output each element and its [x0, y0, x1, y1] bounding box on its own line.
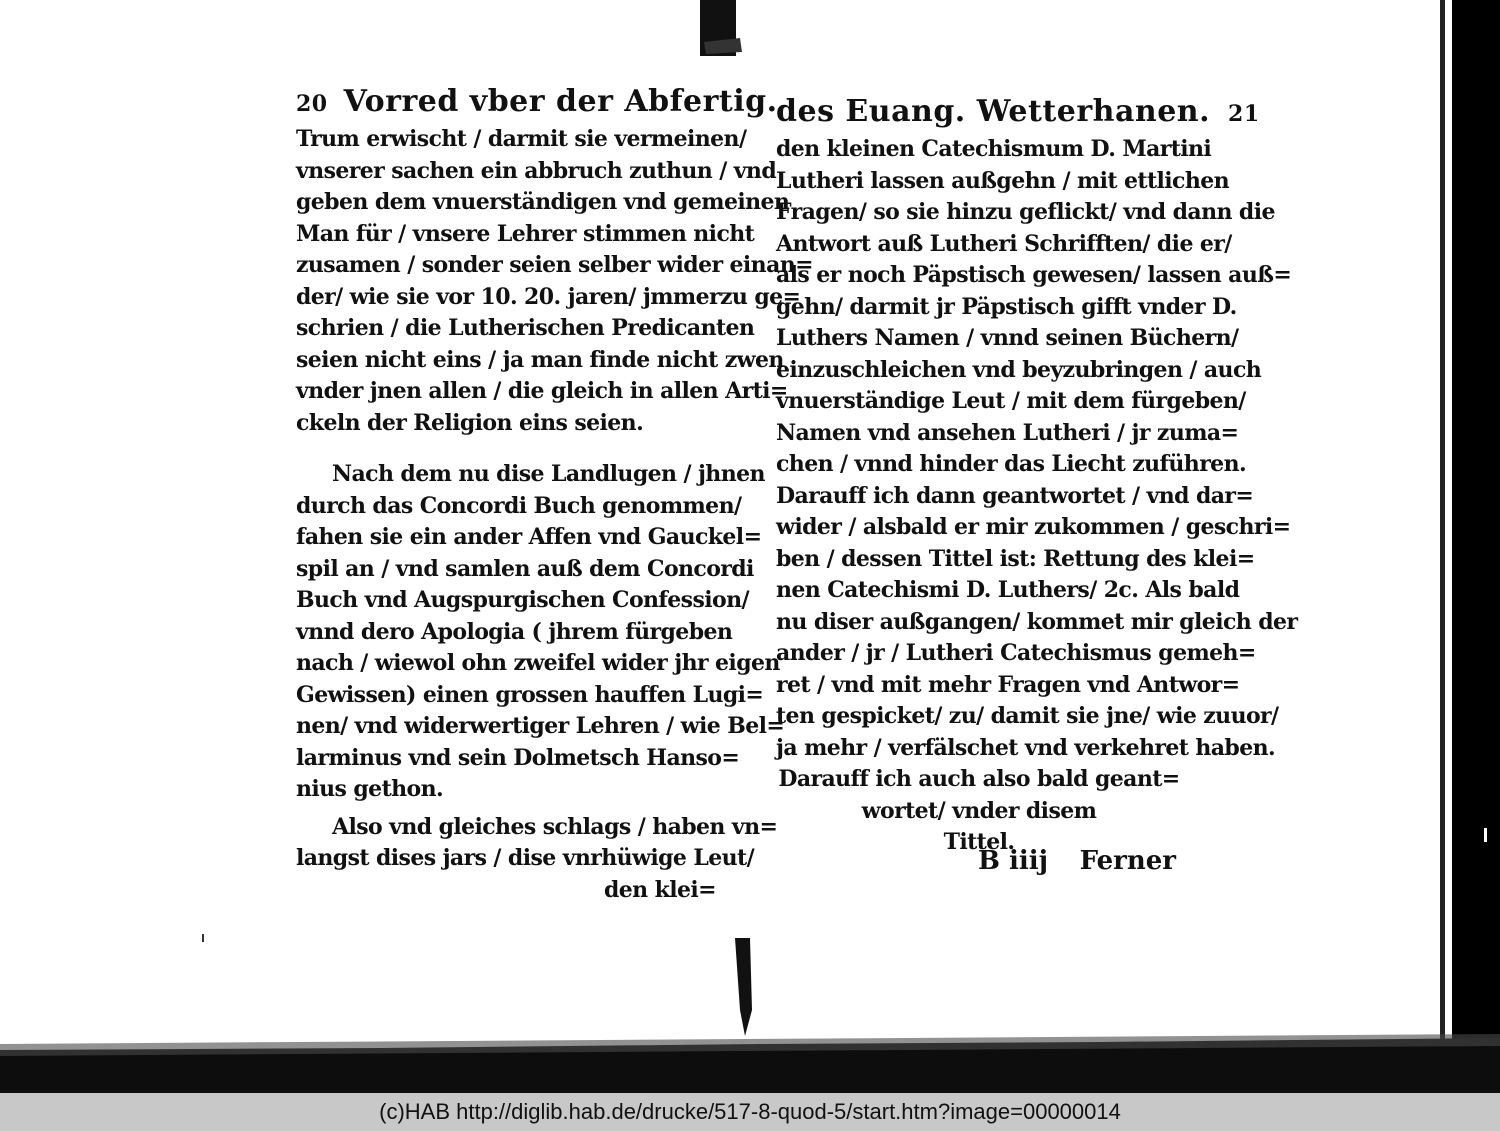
speck — [202, 934, 204, 942]
right-border-shadow — [1452, 0, 1500, 1040]
text-line: geben dem vnuerständigen vnd gemeinen — [296, 189, 790, 215]
text-line: Fragen/ so sie hinzu geflickt/ vnd dann die — [776, 199, 1275, 225]
right-page-number: 21 — [1228, 101, 1260, 127]
text-line: einzuschleichen vnd beyzubringen / auch — [776, 356, 1262, 383]
text-line: schrien / die Lutherischen Predicanten — [296, 315, 755, 341]
text-line: chen / vnnd hinder das Liecht zuführen. — [776, 451, 1247, 477]
text-line: vnnd dero Apologia ( jhrem fürgeben — [296, 618, 733, 645]
signature-mark: B iiij — [978, 846, 1049, 876]
text-line: Luthers Namen / vnnd seinen Büchern/ — [776, 325, 1239, 351]
text-line: wortet/ vnder disem — [861, 797, 1097, 824]
text-line: Nach dem nu dise Landlugen / jhnen — [332, 461, 765, 487]
text-line: Lutheri lassen außgehn / mit ettlichen — [776, 167, 1230, 194]
right-running-head — [776, 92, 1260, 134]
text-line: vnserer sachen ein abbruch zuthun / vnd — [296, 157, 777, 184]
copyright-footer: (c)HAB http://diglib.hab.de/drucke/517-8-quod-5/start.htm?image=00000014 — [0, 1093, 1500, 1131]
text-line: Gewissen) einen grossen hauffen Lugi= — [296, 681, 764, 708]
catchword-line: den klei= — [603, 876, 716, 903]
text-line: Darauff ich dann geantwortet / vnd dar= — [776, 482, 1254, 509]
text-line: als er noch Päpstisch gewesen/ lassen auß= — [776, 262, 1292, 288]
text-line: vnder jnen allen / die gleich in allen Arti= — [296, 378, 788, 404]
bottom-gutter-mark — [735, 938, 752, 1036]
left-page-number: 20 — [296, 91, 328, 117]
paragraph-gap — [296, 439, 716, 459]
text-line: fahen sie ein ander Affen vnd Gauckel= — [296, 524, 762, 550]
text-line: ckeln der Religion eins seien. — [296, 409, 644, 436]
speck — [1484, 828, 1487, 842]
right-running-title: des Euang. Wetterhanen. — [776, 94, 1211, 129]
text-line: ret / vnd mit mehr Fragen vnd Antwor= — [776, 671, 1240, 698]
text-line: Namen vnd ansehen Lutheri / jr zuma= — [776, 419, 1239, 446]
right-page — [776, 92, 1298, 859]
catchword: Ferner — [1079, 846, 1176, 876]
text-line: nen/ vnd widerwertiger Lehren / wie Bel= — [296, 713, 785, 739]
text-line: wider / alsbald er mir zukommen / geschri= — [776, 514, 1291, 540]
right-border-line — [1440, 0, 1445, 1040]
text-line: Trum erwischt / darmit sie vermeinen/ — [296, 126, 747, 152]
text-line: Man für / vnsere Lehrer stimmen nicht — [296, 220, 755, 247]
text-line: Tittel. — [943, 829, 1015, 855]
left-running-title: Vorred vber der Abfertig. — [343, 84, 778, 119]
text-line: nius gethon. — [296, 776, 444, 802]
text-line: durch das Concordi Buch genommen/ — [296, 492, 742, 519]
text-line: ja mehr / verfälschet vnd verkehret haben. — [776, 734, 1276, 761]
text-line: Darauff ich auch also bald geant= — [778, 766, 1180, 792]
text-line: gehn/ darmit jr Päpstisch gifft vnder D. — [776, 293, 1237, 320]
text-line: der/ wie sie vor 10. 20. jaren/ jmmerzu ge= — [296, 283, 801, 310]
text-line: larminus vnd sein Dolmetsch Hanso= — [296, 744, 740, 771]
text-line: ben / dessen Tittel ist: Rettung des klei= — [776, 545, 1255, 572]
text-line: nen Catechismi D. Luthers/ 2c. Als bald — [776, 577, 1240, 603]
text-line: ten gespicket/ zu/ damit sie jne/ wie zuuor/ — [776, 703, 1279, 729]
text-line: nu diser außgangen/ kommet mir gleich der — [776, 608, 1298, 635]
text-line: langst dises jars / dise vnrhüwige Leut/ — [296, 845, 755, 871]
text-line: spil an / vnd samlen auß dem Concordi — [296, 555, 754, 582]
text-line: Also vnd gleiches schlags / haben vn= — [332, 813, 778, 840]
text-line: seien nicht eins / ja man finde nicht zwen — [296, 346, 784, 373]
left-running-head — [296, 82, 778, 124]
text-line: den kleinen Catechismum D. Martini — [776, 136, 1212, 162]
text-line: Antwort auß Lutheri Schrifften/ die er/ — [776, 230, 1232, 257]
signature-row — [978, 846, 1184, 886]
text-line: vnuerständige Leut / mit dem fürgeben/ — [776, 388, 1246, 414]
left-page — [296, 82, 813, 906]
text-line: Buch vnd Augspurgischen Confession/ — [296, 587, 749, 613]
text-line: zusamen / sonder seien selber wider einan= — [296, 252, 813, 278]
text-line: ander / jr / Lutheri Catechismus gemeh= — [776, 640, 1256, 666]
text-line: nach / wiewol ohn zweifel wider jhr eigen — [296, 650, 780, 676]
